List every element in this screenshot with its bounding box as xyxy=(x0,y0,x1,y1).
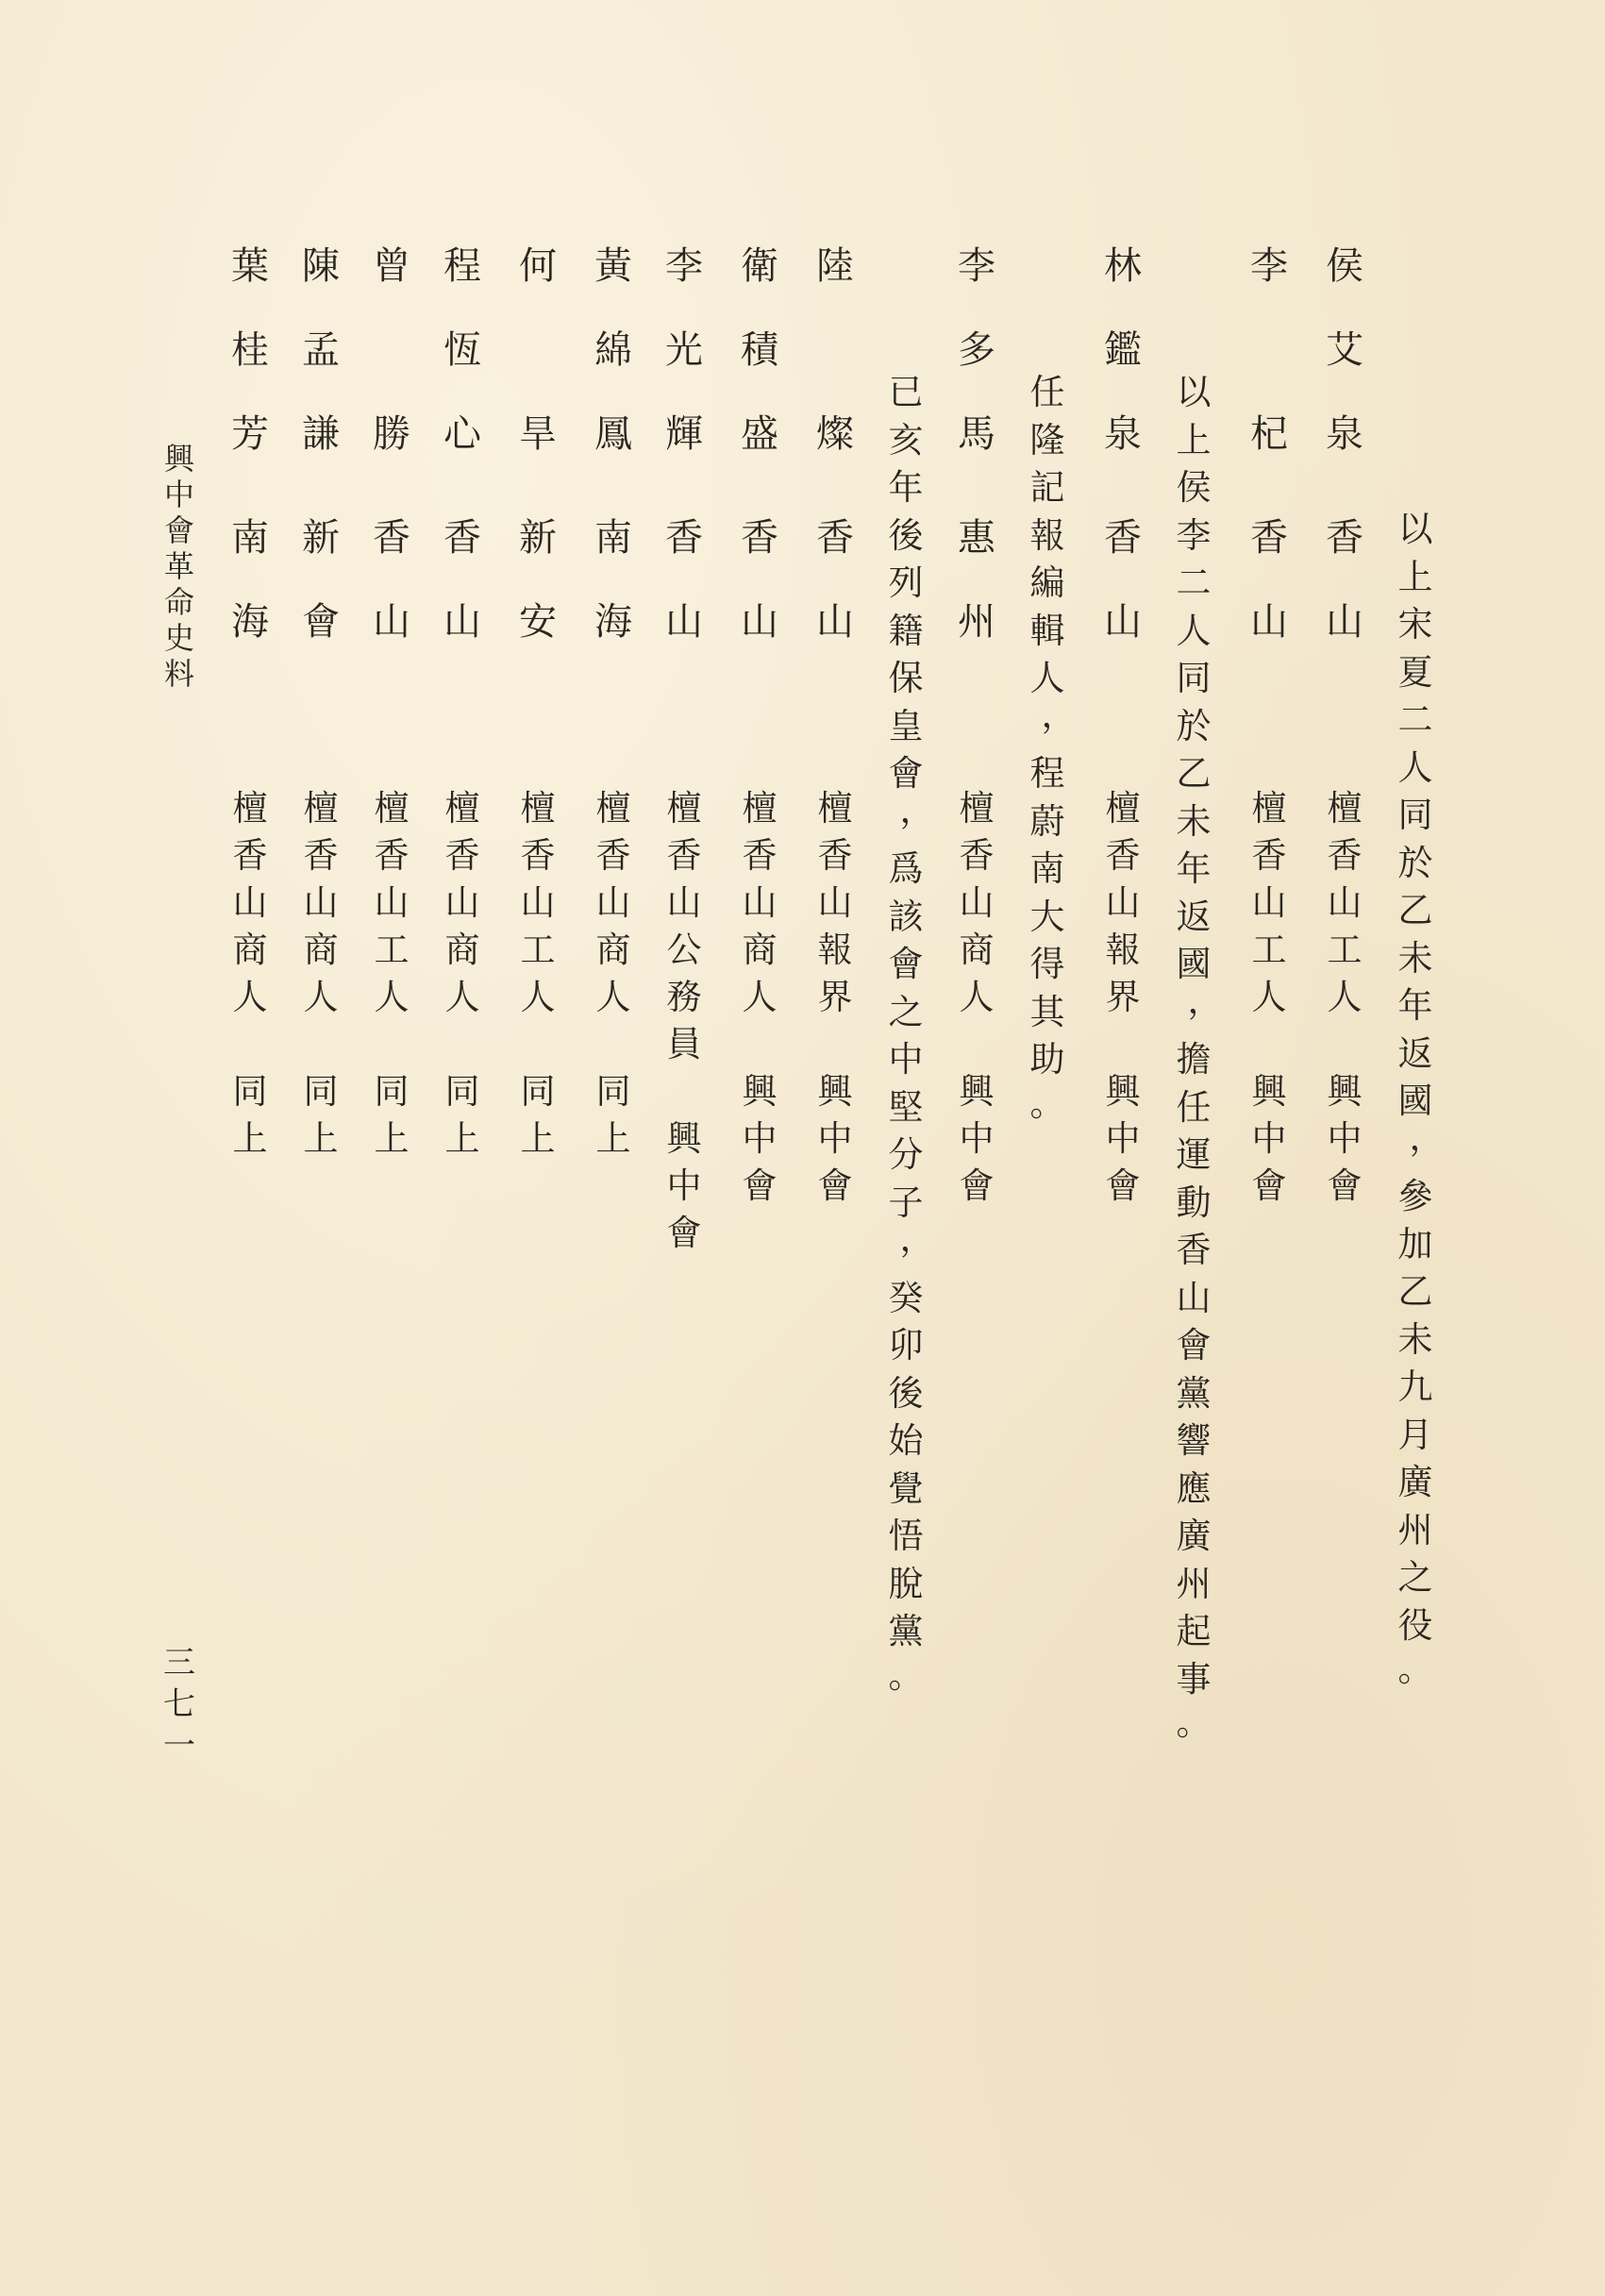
occupation-affiliation-text: 檀 香 山 工 人 同 上 xyxy=(374,788,410,1159)
member-native-place xyxy=(731,516,788,687)
occupation-affiliation-text: 檀 香 山 報 界 興 中 會 xyxy=(1105,788,1141,1206)
native-place-text: 香 山 xyxy=(1250,516,1288,644)
member-occupation xyxy=(1095,788,1151,1215)
annotation-note xyxy=(878,372,935,1709)
member-name xyxy=(656,244,712,499)
annotation-note-text: 任 隆 記 報 編 輯 人 ， 程 蔚 南 大 得 其 助 。 xyxy=(1029,372,1077,1124)
member-name xyxy=(1241,244,1297,499)
member-name xyxy=(510,244,566,499)
member-native-place xyxy=(1241,516,1297,687)
native-place-text: 香 山 xyxy=(816,516,854,644)
occupation-affiliation-text: 檀 香 山 公 務 員 興 中 會 xyxy=(666,788,702,1253)
member-occupation xyxy=(510,788,566,1168)
member-native-place xyxy=(434,516,491,687)
member-native-place xyxy=(1095,516,1151,687)
member-name xyxy=(222,244,278,499)
member-occupation xyxy=(656,788,712,1263)
annotation-note xyxy=(1019,372,1077,1137)
occupation-affiliation-text: 檀 香 山 商 人 同 上 xyxy=(232,788,268,1159)
native-place-text: 香 山 xyxy=(1326,516,1363,644)
member-name xyxy=(731,244,788,499)
occupation-affiliation-text: 檀 香 山 工 人 興 中 會 xyxy=(1327,788,1363,1206)
member-native-place xyxy=(222,516,278,687)
member-native-place xyxy=(807,516,863,687)
native-place-text: 南 海 xyxy=(231,516,269,644)
member-name-text: 程 恆 心 xyxy=(443,244,481,456)
page-number xyxy=(151,1644,208,1771)
member-name-text: 何 旱 xyxy=(519,244,557,456)
member-name-text: 陳 孟 謙 xyxy=(302,244,340,456)
native-place-text: 香 山 xyxy=(373,516,410,644)
annotation-note-text: 以 上 侯 李 二 人 同 於 乙 未 年 返 國 ， 擔 任 運 動 香 山 會 黨 響 應 廣 州 起 事 。 xyxy=(1176,372,1223,1743)
running-header xyxy=(151,441,208,695)
member-native-place xyxy=(293,516,349,687)
member-occupation xyxy=(585,788,642,1168)
occupation-affiliation-text: 檀 香 山 商 人 同 上 xyxy=(303,788,339,1159)
occupation-affiliation-text: 檀 香 山 工 人 興 中 會 xyxy=(1251,788,1287,1206)
member-occupation xyxy=(807,788,863,1215)
member-name-text: 李 杞 xyxy=(1250,244,1288,456)
member-name-text: 黃 綿 鳳 xyxy=(594,244,632,456)
running-header-chars: 興 中 會 革 命 史 料 xyxy=(163,441,194,692)
member-name xyxy=(1095,244,1151,499)
member-native-place xyxy=(948,516,1005,687)
native-place-text: 南 海 xyxy=(594,516,632,644)
member-name xyxy=(434,244,491,499)
member-occupation xyxy=(731,788,788,1215)
member-occupation xyxy=(1241,788,1297,1215)
member-occupation xyxy=(434,788,491,1168)
member-name xyxy=(1316,244,1373,499)
member-name-text: 林 鑑 泉 xyxy=(1104,244,1142,456)
member-name-text: 衛 積 盛 xyxy=(741,244,778,456)
member-name-text: 侯 艾 泉 xyxy=(1326,244,1363,456)
native-place-text: 新 會 xyxy=(302,516,340,644)
occupation-affiliation-text: 檀 香 山 商 人 同 上 xyxy=(444,788,480,1159)
member-name xyxy=(363,244,420,499)
member-native-place xyxy=(363,516,420,687)
member-name xyxy=(807,244,863,499)
native-place-text: 香 山 xyxy=(1104,516,1142,644)
member-name xyxy=(585,244,642,499)
native-place-text: 香 山 xyxy=(741,516,778,644)
member-name-text: 葉 桂 芳 xyxy=(231,244,269,456)
annotation-note-text: 以 上 宋 夏 二 人 同 於 乙 未 年 返 國 ， 參 加 乙 未 九 月 廣 州 之 役 。 xyxy=(1397,509,1445,1689)
native-place-text: 香 山 xyxy=(665,516,703,644)
page-number-chars: 三 七 一 xyxy=(163,1644,195,1765)
occupation-affiliation-text: 檀 香 山 工 人 同 上 xyxy=(520,788,556,1159)
member-occupation xyxy=(948,788,1005,1215)
native-place-text: 惠 州 xyxy=(958,516,995,644)
annotation-note-text: 已 亥 年 後 列 籍 保 皇 會 ， 爲 該 會 之 中 堅 分 子 ， 癸 卯 後 始 覺 悟 脫 黨 。 xyxy=(888,372,935,1696)
member-native-place xyxy=(585,516,642,687)
annotation-note xyxy=(1387,511,1444,1703)
member-occupation xyxy=(222,788,278,1168)
member-native-place xyxy=(1316,516,1373,687)
member-occupation xyxy=(1316,788,1373,1215)
member-name-text: 李 多 馬 xyxy=(958,244,995,456)
occupation-affiliation-text: 檀 香 山 報 界 興 中 會 xyxy=(817,788,853,1206)
native-place-text: 香 山 xyxy=(443,516,481,644)
member-occupation xyxy=(293,788,349,1168)
member-name-text: 曾 勝 xyxy=(373,244,410,456)
member-name xyxy=(948,244,1005,499)
member-name-text: 李 光 輝 xyxy=(665,244,703,456)
occupation-affiliation-text: 檀 香 山 商 人 興 中 會 xyxy=(742,788,777,1206)
occupation-affiliation-text: 檀 香 山 商 人 同 上 xyxy=(595,788,631,1159)
member-name xyxy=(293,244,349,499)
member-name-text: 陸 燦 xyxy=(816,244,854,456)
occupation-affiliation-text: 檀 香 山 商 人 興 中 會 xyxy=(959,788,995,1206)
member-native-place xyxy=(656,516,712,687)
member-occupation xyxy=(363,788,420,1168)
annotation-note xyxy=(1165,372,1223,1757)
native-place-text: 新 安 xyxy=(519,516,557,644)
member-native-place xyxy=(510,516,566,687)
